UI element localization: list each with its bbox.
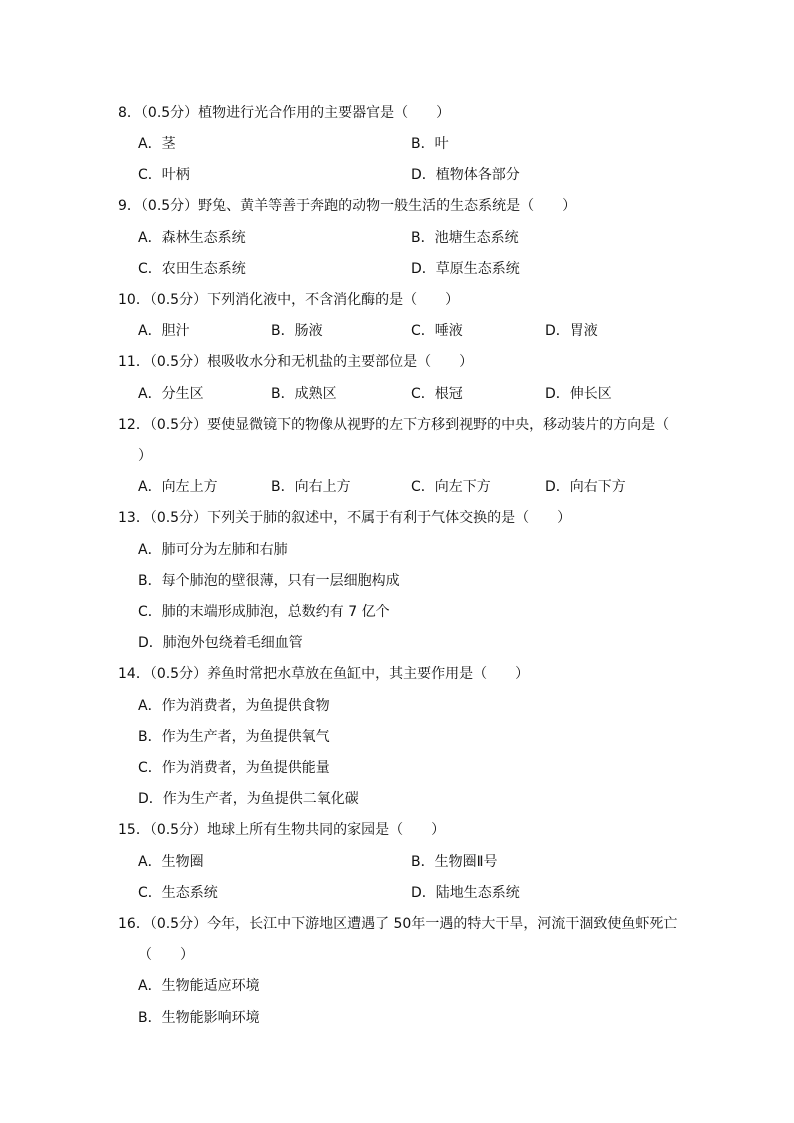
- option: A．胆汁: [138, 323, 190, 339]
- option: C．生态系统: [138, 885, 218, 901]
- option: C．叶柄: [138, 167, 190, 183]
- option: A．向左上方: [138, 479, 218, 495]
- option: A．肺可分为左肺和右肺: [138, 542, 288, 558]
- question-stem: 13．（0.5分）下列关于肺的叙述中，不属于有利于气体交换的是（ ）: [118, 510, 572, 526]
- option: B．叶: [411, 136, 449, 152]
- option: A．作为消费者，为鱼提供食物: [138, 698, 330, 714]
- option: A．森林生态系统: [138, 230, 246, 246]
- question-stem-continued: ）: [138, 448, 152, 464]
- option: A．生物能适应环境: [138, 978, 260, 994]
- option: D．植物体各部分: [411, 167, 520, 183]
- option: B．成熟区: [271, 386, 337, 402]
- option: D．陆地生态系统: [411, 885, 520, 901]
- question-stem: 15．（0.5分）地球上所有生物共同的家园是（ ）: [118, 822, 446, 838]
- option: C．唾液: [411, 323, 463, 339]
- option: C．农田生态系统: [138, 261, 246, 277]
- option: C．向左下方: [411, 479, 491, 495]
- question-stem: 14．（0.5分）养鱼时常把水草放在鱼缸中，其主要作用是（ ）: [118, 666, 530, 682]
- option: A．生物圈: [138, 854, 204, 870]
- option: B．肠液: [271, 323, 323, 339]
- option: D．胃液: [545, 323, 598, 339]
- question-stem: 8．（0.5分）植物进行光合作用的主要器官是（ ）: [118, 105, 451, 121]
- option: B．作为生产者，为鱼提供氧气: [138, 729, 330, 745]
- option: C．根冠: [411, 386, 463, 402]
- option: C．作为消费者，为鱼提供能量: [138, 760, 330, 776]
- option: B．池塘生态系统: [411, 230, 519, 246]
- question-stem: 10．（0.5分）下列消化液中，不含消化酶的是（ ）: [118, 292, 460, 308]
- option: B．每个肺泡的壁很薄，只有一层细胞构成: [138, 573, 400, 589]
- option: D．作为生产者，为鱼提供二氧化碳: [138, 791, 359, 807]
- option: C．肺的末端形成肺泡，总数约有 7 亿个: [138, 604, 390, 620]
- option: B．生物能影响环境: [138, 1010, 260, 1026]
- option: D．肺泡外包绕着毛细血管: [138, 635, 303, 651]
- option: D．草原生态系统: [411, 261, 520, 277]
- option: D．向右下方: [545, 479, 626, 495]
- question-stem: 11．（0.5分）根吸收水分和无机盐的主要部位是（ ）: [118, 354, 474, 370]
- question-stem-continued: （ ）: [138, 947, 194, 963]
- question-stem: 16．（0.5分）今年，长江中下游地区遭遇了 50年一遇的特大干旱，河流干涸致使鱼虾死亡: [118, 916, 678, 932]
- question-stem: 12．（0.5分）要使显微镜下的物像从视野的左下方移到视野的中央，移动装片的方向是（: [118, 417, 670, 433]
- question-stem: 9．（0.5分）野兔、黄羊等善于奔跑的动物一般生活的生态系统是（ ）: [118, 198, 577, 214]
- option: B．生物圈Ⅱ号: [411, 854, 498, 870]
- option: B．向右上方: [271, 479, 351, 495]
- option: A．茎: [138, 136, 176, 152]
- option: D．伸长区: [545, 386, 612, 402]
- option: A．分生区: [138, 386, 204, 402]
